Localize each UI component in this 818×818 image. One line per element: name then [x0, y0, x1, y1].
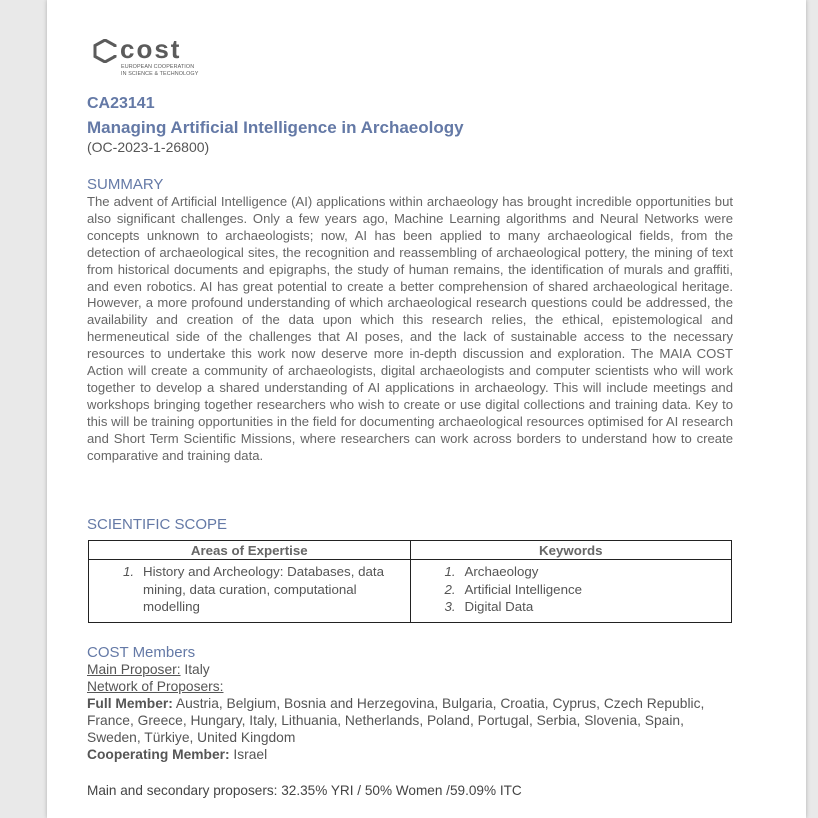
main-proposer-label: Main Proposer:: [87, 662, 181, 677]
action-reference: (OC-2023-1-26800): [87, 139, 210, 155]
action-code: CA23141: [87, 95, 155, 112]
action-title: Managing Artificial Intelligence in Archaeology: [87, 118, 464, 137]
main-proposer-line: [87, 661, 737, 678]
area-number: 1.: [123, 564, 135, 579]
areas-of-expertise-header: Areas of Expertise: [89, 541, 411, 560]
area-item: [123, 563, 410, 616]
keyword-text: Digital Data: [464, 599, 534, 615]
cooperating-member-label: Cooperating Member:: [87, 747, 230, 762]
logo-wordmark: cost: [120, 34, 182, 64]
keyword-number: 2.: [444, 581, 456, 597]
keyword-item: [444, 598, 732, 616]
network-label: Network of Proposers:: [87, 679, 224, 694]
keyword-text: Artificial Intelligence: [464, 581, 583, 597]
full-member-value: Austria, Belgium, Bosnia and Herzegovina, Bulgaria, Croatia, Cyprus, Czech Republic, France, Greece, Hungary, Italy, Lithuania, Netherlands, Poland, Portugal, Serbia, Slovenia, Spain, Sweden, Türkiye, United Kingdom: [87, 696, 705, 745]
full-member-label: Full Member:: [87, 696, 173, 711]
cost-logo: [93, 34, 223, 82]
cost-members-heading: COST Members: [87, 644, 196, 661]
document-page: [47, 0, 806, 818]
proposers-ratio: Main and secondary proposers: 32.35% YRI / 50% Women /59.09% ITC: [87, 783, 522, 798]
keywords-header: Keywords: [410, 541, 732, 560]
logo-tagline-line2: IN SCIENCE & TECHNOLOGY: [121, 71, 199, 77]
logo-tagline-line1: EUROPEAN COOPERATION: [121, 64, 195, 70]
cooperating-member-value: Israel: [229, 747, 268, 762]
areas-cell: [89, 560, 411, 623]
area-text: History and Archeology: Databases, data mining, data curation, computational modelling: [143, 564, 384, 615]
cost-hexagon-icon: [93, 39, 117, 63]
keywords-list: [411, 563, 732, 616]
scientific-scope-table: [88, 540, 732, 623]
keyword-item: [444, 581, 732, 599]
areas-list: [89, 563, 410, 616]
summary-text: The advent of Artificial Intelligence (AI) applications within archaeology has brought incredible opportunities but also significant challenges. Only a few years ago, Machine Learning algorithms and Neural Networks were concepts unknown to archaeologists; now, AI has been applied to many archaeological fields, from the detection of archaeological sites, the recognition and reassembling of archaeological pottery, the mining of text from historical documents and epigraphs, the study of human remains, the identification of murals and graffiti, and even robotics. AI has great potential to create a better comprehension of shared archaeological heritage. However, a more profound understanding of which archaeological research questions could be addressed, the availability and creation of the data upon which this research relies, the ethical, epistemological and hermeneutical side of the challenges that AI poses, and the lack of sustainable access to the necessary resources to undertake this work now deserve more in-depth discussion and exploration. The MAIA COST Action will create a community of archaeologists, digital archaeologists and computer scientists who will work together to develop a shared understanding of AI applications in archaeology. This will include meetings and workshops bringing together researchers who wish to create or use digital collections and training data. Key to this will be training opportunities in the field for documenting archaeological resources optimised for AI research and Short Term Scientific Missions, where researchers can work across borders to understand how to create comparative and training data.: [87, 194, 733, 463]
keyword-text: Archaeology: [464, 564, 539, 579]
full-member-line: [87, 695, 737, 746]
keyword-item: [444, 563, 732, 581]
main-proposer-value: Italy: [180, 662, 210, 677]
summary-heading: SUMMARY: [87, 176, 164, 193]
keyword-number: 1.: [444, 564, 456, 579]
keywords-cell: [410, 560, 732, 623]
cost-members-block: [87, 661, 737, 763]
scientific-scope-heading: SCIENTIFIC SCOPE: [87, 516, 228, 533]
network-line: [87, 678, 737, 695]
cooperating-member-line: [87, 746, 737, 763]
keyword-number: 3.: [444, 599, 456, 615]
